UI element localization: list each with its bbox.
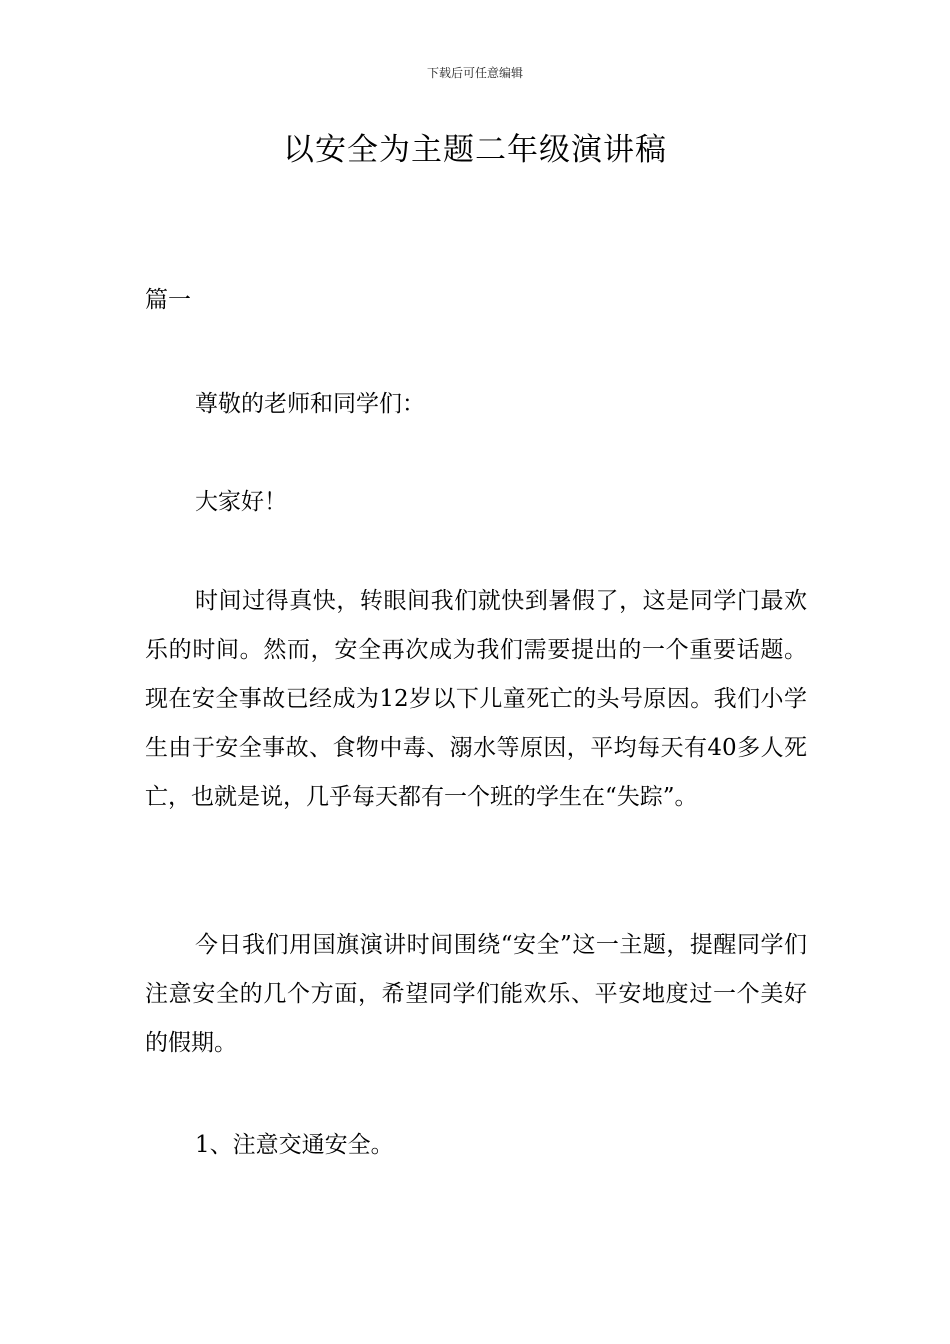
- paragraph-hello: 大家好！: [195, 489, 287, 515]
- paragraph-body-2: 今日我们用国旗演讲时间围绕“安全”这一主题，提醒同学们注意安全的几个方面，希望同学们能欢乐、平安地度过一个美好的假期。: [145, 932, 807, 1056]
- paragraph-greeting: 尊敬的老师和同学们：: [195, 391, 425, 417]
- document-title: 以安全为主题二年级演讲稿: [283, 132, 667, 168]
- paragraph-body-1: 时间过得真快，转眼间我们就快到暑假了，这是同学门最欢乐的时间。然而，安全再次成为我们需要提出的一个重要话题。现在安全事故已经成为12岁以下儿童死亡的头号原因。我们小学生由于安全事故、食物中毒、溺水等原因，平均每天有40多人死亡，也就是说，几乎每天都有一个班的学生在“失踪”。: [145, 588, 807, 810]
- header-note: 下载后可任意编辑: [426, 66, 523, 80]
- paragraph-list-item-1: 1、注意交通安全。: [195, 1132, 394, 1158]
- section-label: 篇一: [145, 287, 191, 313]
